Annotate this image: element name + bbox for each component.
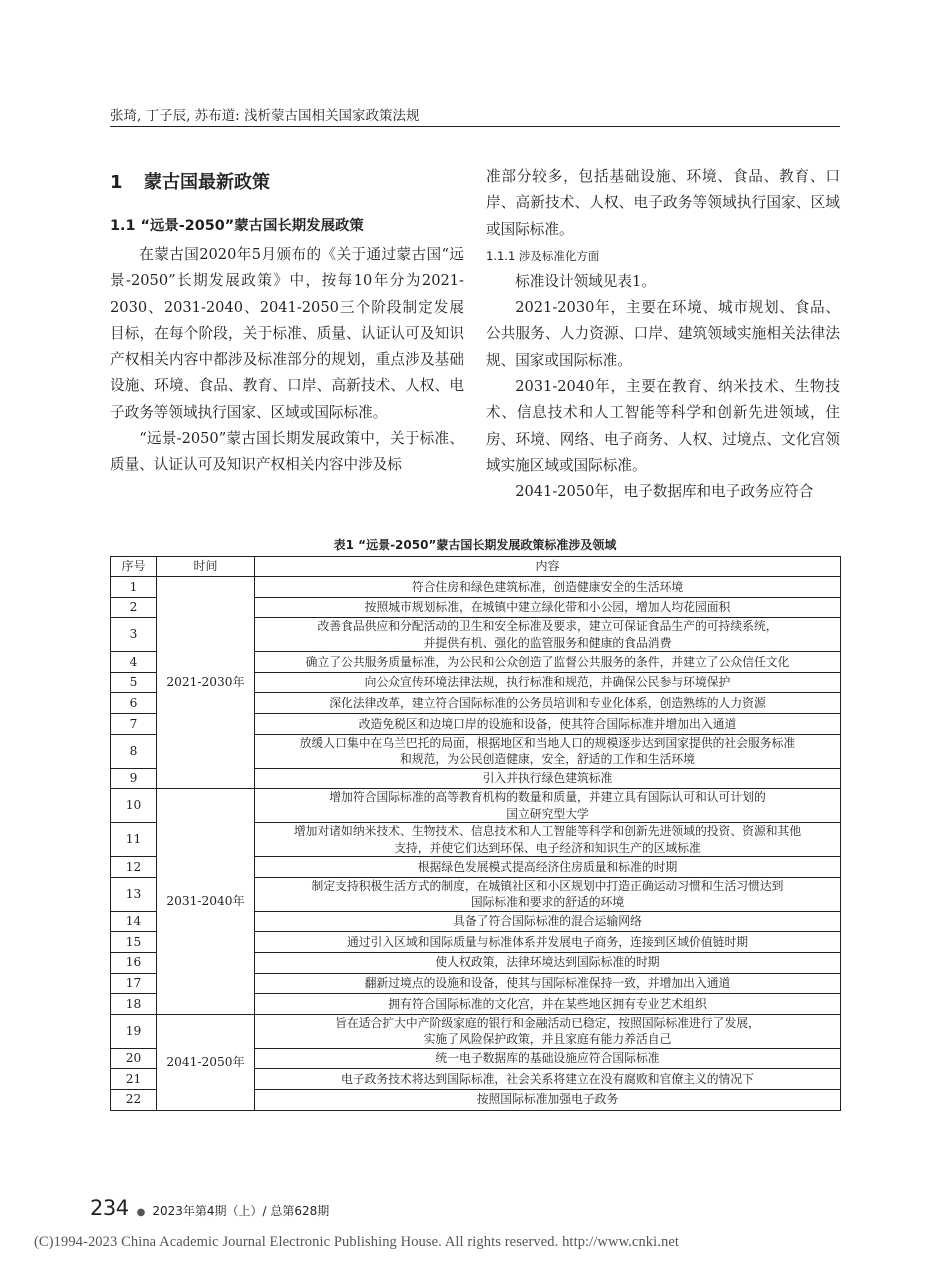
content-line: 实施了风险保护政策，并且家庭有能力养活自己: [423, 1032, 672, 1047]
column-header-content: 内容: [255, 557, 841, 577]
copyright-notice: (C)1994-2023 China Academic Journal Electronic Publishing House. All rights reserved. http://www.cnki.net: [34, 1234, 680, 1250]
row-number: 13: [111, 877, 157, 911]
content-line: 具备了符合国际标准的混合运输网络: [453, 914, 642, 929]
period-cell: 2041-2050年: [157, 1014, 255, 1110]
table-caption: 表1 “远景-2050”蒙古国长期发展政策标准涉及领域: [333, 538, 617, 552]
row-number: 16: [111, 952, 157, 973]
section-number: 1: [110, 172, 123, 193]
row-number: 11: [111, 823, 157, 857]
footer-bullet: ●: [136, 1207, 146, 1218]
content-line: 向公众宣传环境法律法规，执行标准和规范，并确保公民参与环境保护: [364, 675, 731, 690]
row-number: 15: [111, 932, 157, 953]
content-line: 支持，并使它们达到环保、电子经济和知识生产的区域标准: [394, 840, 701, 855]
content-cell: [255, 994, 841, 1015]
content-line: 确立了公共服务质量标准，为公民和公众创造了监督公共服务的条件，并建立了公众信任文化: [305, 654, 790, 669]
content-cell: [255, 672, 841, 693]
row-number: 10: [111, 789, 157, 823]
row-number: 12: [111, 857, 157, 878]
content-cell: [255, 1069, 841, 1090]
content-line: 通过引入区域和国际质量与标准体系并发展电子商务，连接到区域价值链时期: [346, 934, 749, 949]
row-number: 20: [111, 1048, 157, 1069]
content-cell: [255, 823, 841, 857]
content-line: 拥有符合国际标准的文化宫，并在某些地区拥有专业艺术组织: [388, 996, 707, 1011]
content-cell: [255, 857, 841, 878]
content-line: 符合住房和绿色建筑标准，创造健康安全的生活环境: [411, 579, 684, 594]
content-line: 引入并执行绿色建筑标准: [482, 771, 613, 786]
section-heading-1: [110, 170, 464, 196]
content-cell: [255, 577, 841, 598]
content-line: 深化法律改革，建立符合国际标准的公务员培训和专业化体系，创造熟练的人力资源: [329, 695, 766, 710]
content-cell: [255, 693, 841, 714]
paragraph: 2041-2050年，电子数据库和电子政务应符合: [515, 483, 814, 501]
table-row: [111, 577, 841, 598]
row-number: 2: [111, 597, 157, 618]
paragraph: 在蒙古国2020年5月颁布的《关于通过蒙古国“远景-2050”长期发展政策》中，按每10年分为2021-2030、2031-2040、2041-2050三个阶段制定发展目标，在每个阶段，关于标准、质量、认证认可及知识产权相关内容中都涉及标准部分的规划，重点涉及基础设施、环境、食品、教育、口岸、高新技术、人权、电子政务等领域执行国家、区域或国际标准。: [110, 246, 464, 421]
row-number: 4: [111, 652, 157, 673]
paragraph: 标准设计领域见表1。: [515, 272, 656, 290]
content-cell: [255, 911, 841, 932]
section-heading-1-1: 1.1 “远景-2050”蒙古国长期发展政策: [110, 218, 364, 234]
table-row: [111, 1014, 841, 1048]
content-line: 增加对诸如纳米技术、生物技术、信息技术和人工智能等科学和创新先进领域的投资、资源和其他: [293, 824, 802, 839]
content-cell: [255, 618, 841, 652]
table-row: [111, 789, 841, 823]
content-line: 放缓人口集中在乌兰巴托的局面，根据地区和当地人口的规模逐步达到国家提供的社会服务标准: [299, 735, 796, 750]
content-cell: [255, 1048, 841, 1069]
period-cell: 2021-2030年: [157, 577, 255, 789]
left-column: [110, 160, 464, 479]
row-number: 21: [111, 1069, 157, 1090]
row-number: 6: [111, 693, 157, 714]
content-line: 制定支持积极生活方式的制度，在城镇社区和小区规划中打造正确运动习惯和生活习惯达到: [311, 878, 784, 893]
content-cell: [255, 652, 841, 673]
content-cell: [255, 734, 841, 768]
standards-table: [110, 556, 841, 1111]
row-number: 7: [111, 713, 157, 734]
content-cell: [255, 973, 841, 994]
content-line: 翻新过境点的设施和设备，使其与国际标准保持一致，并增加出入通道: [364, 976, 731, 991]
page-footer: [90, 1196, 329, 1220]
content-line: 电子政务技术将达到国际标准，社会关系将建立在没有腐败和官僚主义的情况下: [341, 1071, 754, 1086]
paragraph: 2031-2040年，主要在教育、纳米技术、生物技术、信息技术和人工智能等科学和创新先进领域，住房、环境、网络、电子商务、人权、过境点、文化宫领域实施区域或国际标准。: [486, 378, 840, 474]
row-number: 19: [111, 1014, 157, 1048]
paragraph: 2021-2030年，主要在环境、城市规划、食品、公共服务、人力资源、口岸、建筑领域实施相关法律法规、国家或国际标准。: [486, 299, 840, 369]
row-number: 1: [111, 577, 157, 598]
content-line: 按照城市规划标准，在城镇中建立绿化带和小公园，增加人均花园面积: [364, 600, 731, 615]
period-cell: 2031-2040年: [157, 789, 255, 1015]
content-cell: [255, 1014, 841, 1048]
table-header-row: [111, 557, 841, 577]
section-heading-1-1-1: 1.1.1 涉及标准化方面: [486, 248, 600, 263]
content-cell: [255, 768, 841, 789]
row-number: 5: [111, 672, 157, 693]
content-line: 增加符合国际标准的高等教育机构的数量和质量，并建立具有国际认可和认可计划的: [329, 790, 766, 805]
paragraph-continuation: 准部分较多，包括基础设施、环境、食品、教育、口岸、高新技术、人权、电子政务等领域执行国家、区域或国际标准。: [486, 168, 840, 238]
content-cell: [255, 952, 841, 973]
column-header-number: 序号: [111, 557, 157, 577]
content-cell: [255, 597, 841, 618]
row-number: 18: [111, 994, 157, 1015]
content-line: 按照国际标准加强电子政务: [476, 1092, 619, 1107]
content-line: 和规范，为公民创造健康，安全，舒适的工作和生活环境: [400, 752, 695, 767]
content-line: 统一电子数据库的基础设施应符合国际标准: [435, 1051, 660, 1066]
right-column: [486, 164, 840, 506]
content-line: 国立研究型大学: [506, 806, 589, 821]
content-line: 国际标准和要求的舒适的环境: [470, 895, 625, 910]
row-number: 14: [111, 911, 157, 932]
content-cell: [255, 1089, 841, 1110]
row-number: 8: [111, 734, 157, 768]
section-title: 蒙古国最新政策: [144, 172, 270, 193]
row-number: 9: [111, 768, 157, 789]
content-line: 使人权政策，法律环境达到国际标准的时期: [435, 955, 660, 970]
content-line: 改善食品供应和分配活动的卫生和安全标准及要求，建立可保证食品生产的可持续系统，: [317, 619, 778, 634]
column-header-period: 时间: [157, 557, 255, 577]
row-number: 22: [111, 1089, 157, 1110]
running-head: 张琦, 丁子辰, 苏布道: 浅析蒙古国相关国家政策法规: [110, 108, 420, 124]
issue-info: 2023年第4期（上）/ 总第628期: [152, 1204, 330, 1218]
content-line: 根据绿色发展模式提高经济住房质量和标准的时期: [417, 859, 678, 874]
row-number: 17: [111, 973, 157, 994]
table-body: [111, 577, 841, 1111]
page-number: 234: [90, 1196, 129, 1220]
content-line: 并提供有机、强化的监管服务和健康的食品消费: [423, 635, 672, 650]
content-cell: [255, 932, 841, 953]
content-cell: [255, 877, 841, 911]
content-line: 改造免税区和边境口岸的设施和设备，使其符合国际标准并增加出入通道: [358, 716, 737, 731]
row-number: 3: [111, 618, 157, 652]
content-cell: [255, 789, 841, 823]
paragraph: “远景-2050”蒙古国长期发展政策中，关于标准、质量、认证认可及知识产权相关内容中涉及标: [110, 430, 464, 474]
header-rule: [110, 126, 840, 127]
content-line: 旨在适合扩大中产阶级家庭的银行和金融活动已稳定，按照国际标准进行了发展，: [335, 1015, 760, 1030]
content-cell: [255, 713, 841, 734]
